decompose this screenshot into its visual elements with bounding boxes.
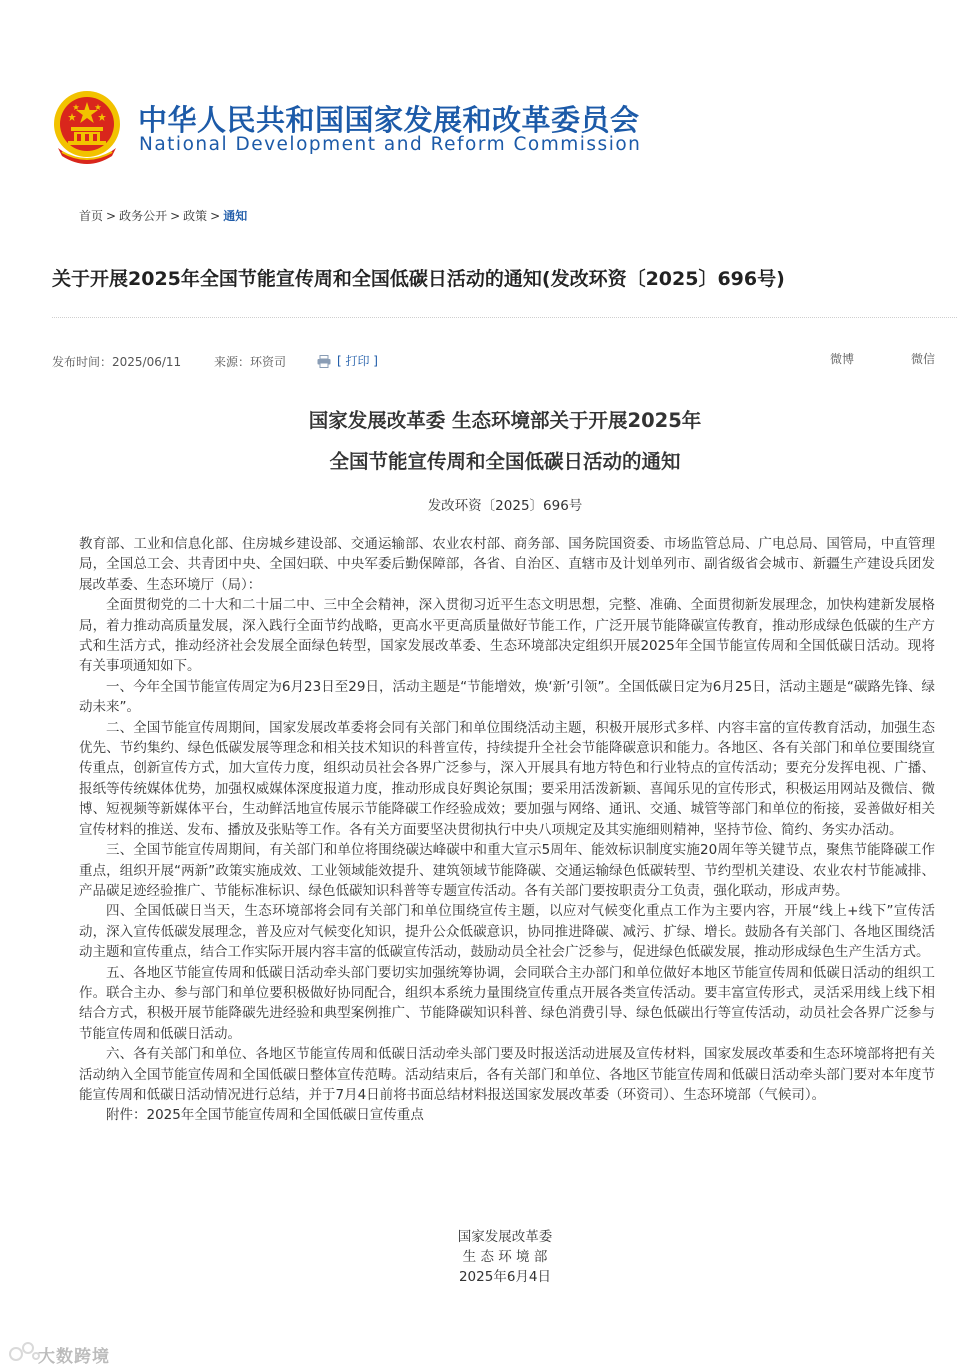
paragraph-5: 五、各地区节能宣传周和低碳日活动牵头部门要切实加强统筹协调，会同联合主办部门和单位做好本地区节能宣传周和低碳日活动的组织工作。联合主办、参与部门和单位要积极做好协同配合，组织本系统力量围绕宣传重点开展各类宣传活动。要丰富宣传形式，灵活采用线上线下相结合方式，积极开展节能降碳先进经验和典型案例推广、节能降碳知识科普、绿色消费引导、绿色低碳出行等宣传活动，动员社会各界广泛参与节能宣传周和低碳日活动。 [79,964,935,1042]
breadcrumb-separator: > [170,209,181,223]
source: 来源：环资司 [214,355,287,369]
document-number: 发改环资〔2025〕696号 [427,498,583,514]
breadcrumb-home[interactable]: 首页 [79,209,104,223]
document-title-line1: 国家发展改革委 生态环境部关于开展2025年 [308,409,702,432]
paragraph-3: 三、全国节能宣传周期间，有关部门和单位将围绕碳达峰碳中和重大宣示5周年、能效标识制度实施20周年等关键节点，聚焦节能降碳工作重点，组织开展“两新”政策实施成效、工业领域能效提升、建筑领域节能降碳、交通运输绿色低碳转型、节约型机关建设、农业农村节能减排、产品碳足迹经验推广、节能标准标识、绿色低碳知识科普等专题宣传活动。各有关部门要按职责分工负责，强化联动，形成声势。 [79,842,935,899]
site-name-cn: 中华人民共和国国家发展和改革委员会 [138,103,640,137]
print-label: [ 打印 ] [337,354,378,368]
breadcrumb-open-government[interactable]: 政务公开 [119,209,168,223]
share-weixin[interactable]: 微信 [911,352,936,366]
site-header [52,90,672,170]
watermark-text: 大数跨境 [38,1347,110,1367]
publish-time: 发布时间：2025/06/11 [52,355,182,369]
site-name-en: National Development and Reform Commission [139,134,642,155]
breadcrumb-policy[interactable]: 政策 [183,209,208,223]
paragraph-intro: 全面贯彻党的二十大和二十届二中、三中全会精神，深入贯彻习近平生态文明思想，完整、准确、全面贯彻新发展理念，加快构建新发展格局，着力推动高质量发展，深入践行全面节约战略，更高水平更高质量做好节能工作，广泛开展节能降碳宣传教育，推动形成绿色低碳的生产方式和生活方式，推动经济社会发展全面绿色转型，国家发展改革委、生态环境部决定组织开展2025年全国节能宣传周和全国低碳日活动。现将有关事项通知如下。 [79,597,935,675]
signoff-org-ndrc: 国家发展改革委 [457,1229,553,1245]
print-button[interactable] [317,352,378,369]
signoff [0,1227,973,1287]
share-weibo[interactable]: 微博 [830,352,855,366]
paragraph-2: 二、全国节能宣传周期间，国家发展改革委将会同有关部门和单位围绕活动主题，积极开展形式多样、内容丰富的宣传教育活动，加强生态优先、节约集约、绿色低碳发展等理念和相关技术知识的科普宣传，持续提升全社会节能降碳意识和能力。各地区、各有关部门和单位要围绕宣传重点，创新宣传方式，加大宣传力度，组织动员社会各界广泛参与，深入开展具有地方特色和行业特点的宣传活动；要充分发挥电视、广播、报纸等传统媒体优势，加强权威媒体深度报道力度，推动形成良好舆论氛围；要采用活泼新颖、喜闻乐见的宣传形式，积极运用网站及微信、微博、短视频等新媒体平台，生动鲜活地宣传展示节能降碳工作经验成效；要加强与网络、通讯、交通、城管等部门和单位的衔接，妥善做好相关宣传材料的推送、发布、播放及张贴等工作。各有关方面要坚决贯彻执行中央八项规定及其实施细则精神，坚持节俭、简约、务实办活动。 [79,719,935,838]
document-title-line2: 全国节能宣传周和全国低碳日活动的通知 [329,450,681,473]
breadcrumb [79,207,247,224]
printer-icon [317,355,331,368]
attachment-note: 附件：2025年全国节能宣传周和全国低碳日宣传重点 [106,1107,424,1124]
page-title: 关于开展2025年全国节能宣传周和全国低碳日活动的通知(发改环资〔2025〕696号) [52,268,785,290]
national-emblem-icon [52,90,122,164]
breadcrumb-separator: > [106,209,117,223]
breadcrumb-current[interactable]: 通知 [223,209,248,223]
breadcrumb-separator: > [210,209,221,223]
paragraph-4: 四、全国低碳日当天，生态环境部将会同有关部门和单位围绕宣传主题，以应对气候变化重点工作为主要内容，开展“线上+线下”宣传活动，深入宣传低碳发展理念，普及应对气候变化知识，提升公众低碳意识，协同推进降碳、减污、扩绿、增长。鼓励各有关部门、各地区围绕活动主题和宣传重点，结合工作实际开展内容丰富的低碳宣传活动，鼓励动员全社会广泛参与，促进绿色低碳发展，推动形成绿色生产生活方式。 [79,903,935,961]
signoff-org-mee: 生 态 环 境 部 [462,1249,548,1265]
paragraph-1: 一、今年全国节能宣传周定为6月23日至29日，活动主题是“节能增效，焕‘新’引领”。全国低碳日定为6月25日，活动主题是“碳路先锋、绿动未来”。 [79,678,935,716]
addressees: 教育部、工业和信息化部、住房城乡建设部、交通运输部、农业农村部、商务部、国务院国资委、市场监管总局、广电总局、国管局，中直管理局，全国总工会、共青团中央、全国妇联、中央军委后勤保障部，各省、自治区、直辖市及计划单列市、副省级省会城市、新疆生产建设兵团发展改革委、生态环境厅（局）： [79,536,935,593]
document-body [79,534,935,1126]
signoff-date: 2025年6月4日 [458,1269,552,1285]
title-divider [52,317,957,318]
paragraph-6: 六、各有关部门和单位、各地区节能宣传周和低碳日活动牵头部门要及时报送活动进展及宣传材料，国家发展改革委和生态环境部将把有关活动纳入全国节能宣传周和全国低碳日整体宣传范畴。活动结束后，各有关部门和单位、各地区节能宣传周和低碳日活动牵头部门要对本年度节能宣传周和低碳日活动情况进行总结，并于7月4日前将书面总结材料报送国家发展改革委（环资司）、生态环境部（气候司）。 [79,1046,935,1103]
